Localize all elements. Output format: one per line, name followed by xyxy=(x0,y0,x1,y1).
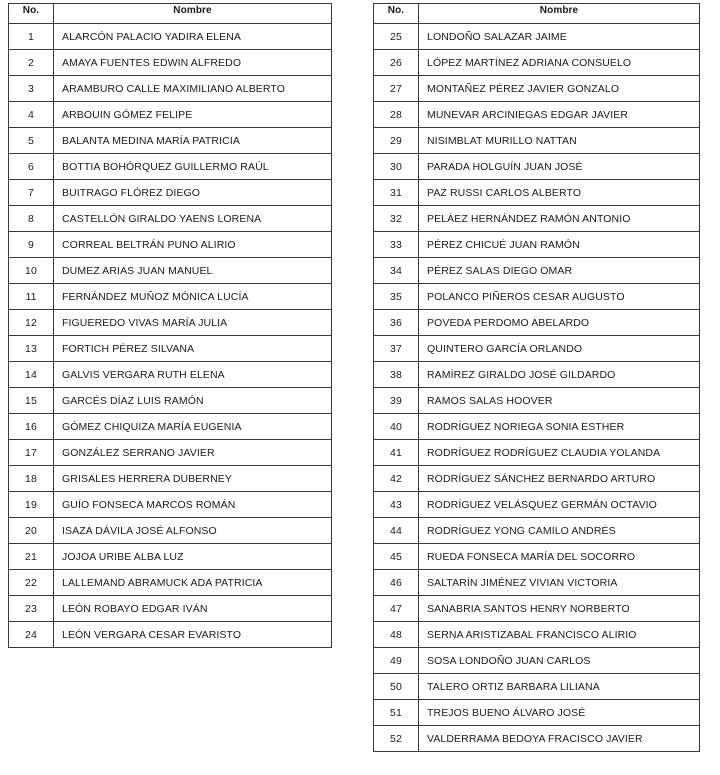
table-row xyxy=(374,674,700,700)
row-number: 45 xyxy=(374,544,419,570)
row-number: 19 xyxy=(9,492,54,518)
table-row xyxy=(374,310,700,336)
table-row xyxy=(374,128,700,154)
row-number: 33 xyxy=(374,232,419,258)
table-row xyxy=(374,414,700,440)
row-number: 42 xyxy=(374,466,419,492)
table-row xyxy=(374,466,700,492)
row-number: 6 xyxy=(9,154,54,180)
table-header-row xyxy=(9,4,332,24)
row-number: 28 xyxy=(374,102,419,128)
row-number: 4 xyxy=(9,102,54,128)
row-name: DUMEZ ARIAS JUAN MANUEL xyxy=(54,258,332,284)
row-number: 38 xyxy=(374,362,419,388)
row-number: 32 xyxy=(374,206,419,232)
row-number: 14 xyxy=(9,362,54,388)
row-number: 35 xyxy=(374,284,419,310)
row-number: 5 xyxy=(9,128,54,154)
table-row xyxy=(374,492,700,518)
row-name: RODRÍGUEZ YONG CAMILO ANDRÉS xyxy=(419,518,700,544)
row-number: 26 xyxy=(374,50,419,76)
table-row xyxy=(9,388,332,414)
table-row xyxy=(9,180,332,206)
row-number: 10 xyxy=(9,258,54,284)
header-name: Nombre xyxy=(54,4,332,24)
row-name: PAZ RUSSI CARLOS ALBERTO xyxy=(419,180,700,206)
row-name: JOJOA URIBE ALBA LUZ xyxy=(54,544,332,570)
table-row xyxy=(9,440,332,466)
row-number: 44 xyxy=(374,518,419,544)
row-number: 3 xyxy=(9,76,54,102)
table-row xyxy=(9,544,332,570)
row-number: 49 xyxy=(374,648,419,674)
table-body-left xyxy=(9,24,332,648)
table-row xyxy=(374,648,700,674)
table-row xyxy=(374,622,700,648)
row-number: 7 xyxy=(9,180,54,206)
row-number: 31 xyxy=(374,180,419,206)
row-name: FERNÁNDEZ MUÑOZ MÓNICA LUCÍA xyxy=(54,284,332,310)
row-number: 12 xyxy=(9,310,54,336)
table-row xyxy=(9,362,332,388)
row-name: FIGUEREDO VIVAS MARÍA JULIA xyxy=(54,310,332,336)
row-number: 23 xyxy=(9,596,54,622)
table-row xyxy=(374,76,700,102)
row-number: 34 xyxy=(374,258,419,284)
row-name: FORTICH PÉREZ SILVANA xyxy=(54,336,332,362)
table-row xyxy=(9,492,332,518)
table-row xyxy=(374,284,700,310)
table-row xyxy=(374,596,700,622)
names-table-right xyxy=(373,3,700,752)
row-name: ARAMBURO CALLE MAXIMILIANO ALBERTO xyxy=(54,76,332,102)
row-name: LEÓN ROBAYO EDGAR IVÁN xyxy=(54,596,332,622)
table-row xyxy=(9,596,332,622)
row-number: 16 xyxy=(9,414,54,440)
row-number: 25 xyxy=(374,24,419,50)
table-row xyxy=(9,622,332,648)
table-row xyxy=(9,232,332,258)
row-number: 48 xyxy=(374,622,419,648)
table-row xyxy=(9,466,332,492)
row-name: CORREAL BELTRÁN PUNO ALIRIO xyxy=(54,232,332,258)
row-name: LALLEMAND ABRAMUCK ADA PATRICIA xyxy=(54,570,332,596)
table-row xyxy=(9,50,332,76)
table-row xyxy=(9,154,332,180)
row-name: RODRÍGUEZ SÁNCHEZ BERNARDO ARTURO xyxy=(419,466,700,492)
row-name: GONZÁLEZ SERRANO JAVIER xyxy=(54,440,332,466)
table-row xyxy=(374,102,700,128)
row-name: ALARCÓN PALACIO YADIRA ELENA xyxy=(54,24,332,50)
row-name: BALANTA MEDINA MARÍA PATRICIA xyxy=(54,128,332,154)
row-number: 9 xyxy=(9,232,54,258)
table-row xyxy=(9,414,332,440)
table-row xyxy=(9,128,332,154)
table-row xyxy=(9,206,332,232)
row-number: 47 xyxy=(374,596,419,622)
row-name: TREJOS BUENO ÁLVARO JOSÉ xyxy=(419,700,700,726)
table-row xyxy=(374,232,700,258)
row-number: 1 xyxy=(9,24,54,50)
row-name: RAMÍREZ GIRALDO JOSÉ GILDARDO xyxy=(419,362,700,388)
row-name: RODRÍGUEZ VELÁSQUEZ GERMÁN OCTAVIO xyxy=(419,492,700,518)
row-number: 18 xyxy=(9,466,54,492)
table-row xyxy=(9,336,332,362)
table-row xyxy=(374,570,700,596)
row-name: BUITRAGO FLÓREZ DIEGO xyxy=(54,180,332,206)
header-no: No. xyxy=(374,4,419,24)
row-name: CASTELLÓN GIRALDO YAENS LORENA xyxy=(54,206,332,232)
table-body-right xyxy=(374,24,700,752)
row-name: GRISALES HERRERA DUBERNEY xyxy=(54,466,332,492)
row-number: 29 xyxy=(374,128,419,154)
row-name: TALERO ORTIZ BARBARA LILIANA xyxy=(419,674,700,700)
row-name: LÓPEZ MARTÍNEZ ADRIANA CONSUELO xyxy=(419,50,700,76)
row-name: VALDERRAMA BEDOYA FRACISCO JAVIER xyxy=(419,726,700,752)
row-name: LONDOÑO SALAZAR JAIME xyxy=(419,24,700,50)
table-header-row xyxy=(374,4,700,24)
table-row xyxy=(374,24,700,50)
table-row xyxy=(9,518,332,544)
row-name: LEÓN VERGARA CESAR EVARISTO xyxy=(54,622,332,648)
row-name: MUNEVAR ARCINIEGAS EDGAR JAVIER xyxy=(419,102,700,128)
row-name: SOSA LONDOÑO JUAN CARLOS xyxy=(419,648,700,674)
row-name: SERNA ARISTIZABAL FRANCISCO ALIRIO xyxy=(419,622,700,648)
row-number: 15 xyxy=(9,388,54,414)
table-row xyxy=(374,440,700,466)
row-name: QUINTERO GARCÍA ORLANDO xyxy=(419,336,700,362)
table-row xyxy=(9,310,332,336)
table-row xyxy=(374,726,700,752)
row-number: 52 xyxy=(374,726,419,752)
row-number: 51 xyxy=(374,700,419,726)
row-name: GÓMEZ CHIQUIZA MARÍA EUGENIA xyxy=(54,414,332,440)
names-table-left xyxy=(8,3,332,648)
row-number: 27 xyxy=(374,76,419,102)
row-number: 46 xyxy=(374,570,419,596)
table-row xyxy=(374,206,700,232)
row-name: RODRÍGUEZ NORIEGA SONIA ESTHER xyxy=(419,414,700,440)
row-name: PELÁEZ HERNÁNDEZ RAMÓN ANTONIO xyxy=(419,206,700,232)
row-number: 39 xyxy=(374,388,419,414)
row-name: ARBOUIN GÓMEZ FELIPE xyxy=(54,102,332,128)
row-name: RODRÍGUEZ RODRÍGUEZ CLAUDIA YOLANDA xyxy=(419,440,700,466)
table-row xyxy=(9,76,332,102)
row-name: PARADA HOLGUÍN JUAN JOSÉ xyxy=(419,154,700,180)
row-name: PÉREZ CHICUÉ JUAN RAMÓN xyxy=(419,232,700,258)
table-row xyxy=(9,258,332,284)
row-name: BOTTIA BOHÓRQUEZ GUILLERMO RAÚL xyxy=(54,154,332,180)
row-number: 21 xyxy=(9,544,54,570)
row-name: RUEDA FONSECA MARÍA DEL SOCORRO xyxy=(419,544,700,570)
row-name: SANABRIA SANTOS HENRY NORBERTO xyxy=(419,596,700,622)
row-name: AMAYA FUENTES EDWIN ALFREDO xyxy=(54,50,332,76)
row-number: 36 xyxy=(374,310,419,336)
row-number: 40 xyxy=(374,414,419,440)
row-name: RAMOS SALAS HOOVER xyxy=(419,388,700,414)
table-row xyxy=(374,180,700,206)
row-name: ISAZA DÁVILA JOSÉ ALFONSO xyxy=(54,518,332,544)
row-number: 24 xyxy=(9,622,54,648)
row-name: POVEDA PERDOMO ABELARDO xyxy=(419,310,700,336)
table-row xyxy=(9,570,332,596)
row-number: 2 xyxy=(9,50,54,76)
row-number: 41 xyxy=(374,440,419,466)
row-number: 37 xyxy=(374,336,419,362)
table-row xyxy=(374,336,700,362)
table-row xyxy=(374,700,700,726)
row-name: NISIMBLAT MURILLO NATTAN xyxy=(419,128,700,154)
row-name: GUÍO FONSECA MARCOS ROMÁN xyxy=(54,492,332,518)
table-row xyxy=(9,102,332,128)
row-name: GALVIS VERGARA RUTH ELENA xyxy=(54,362,332,388)
row-name: GARCÉS DÍAZ LUIS RAMÓN xyxy=(54,388,332,414)
row-number: 11 xyxy=(9,284,54,310)
table-row xyxy=(374,154,700,180)
table-row xyxy=(9,24,332,50)
row-number: 22 xyxy=(9,570,54,596)
row-number: 17 xyxy=(9,440,54,466)
row-name: SALTARÍN JIMÉNEZ VIVIAN VICTORIA xyxy=(419,570,700,596)
row-number: 30 xyxy=(374,154,419,180)
row-number: 8 xyxy=(9,206,54,232)
row-name: PÉREZ SALAS DIEGO OMAR xyxy=(419,258,700,284)
table-row xyxy=(374,388,700,414)
table-row xyxy=(374,362,700,388)
row-name: POLANCO PIÑEROS CESAR AUGUSTO xyxy=(419,284,700,310)
row-number: 20 xyxy=(9,518,54,544)
row-name: MONTAÑEZ PÉREZ JAVIER GONZALO xyxy=(419,76,700,102)
table-row xyxy=(374,258,700,284)
table-row xyxy=(374,50,700,76)
row-number: 43 xyxy=(374,492,419,518)
table-row xyxy=(9,284,332,310)
row-number: 13 xyxy=(9,336,54,362)
header-name: Nombre xyxy=(419,4,700,24)
header-no: No. xyxy=(9,4,54,24)
row-number: 50 xyxy=(374,674,419,700)
table-row xyxy=(374,544,700,570)
table-row xyxy=(374,518,700,544)
